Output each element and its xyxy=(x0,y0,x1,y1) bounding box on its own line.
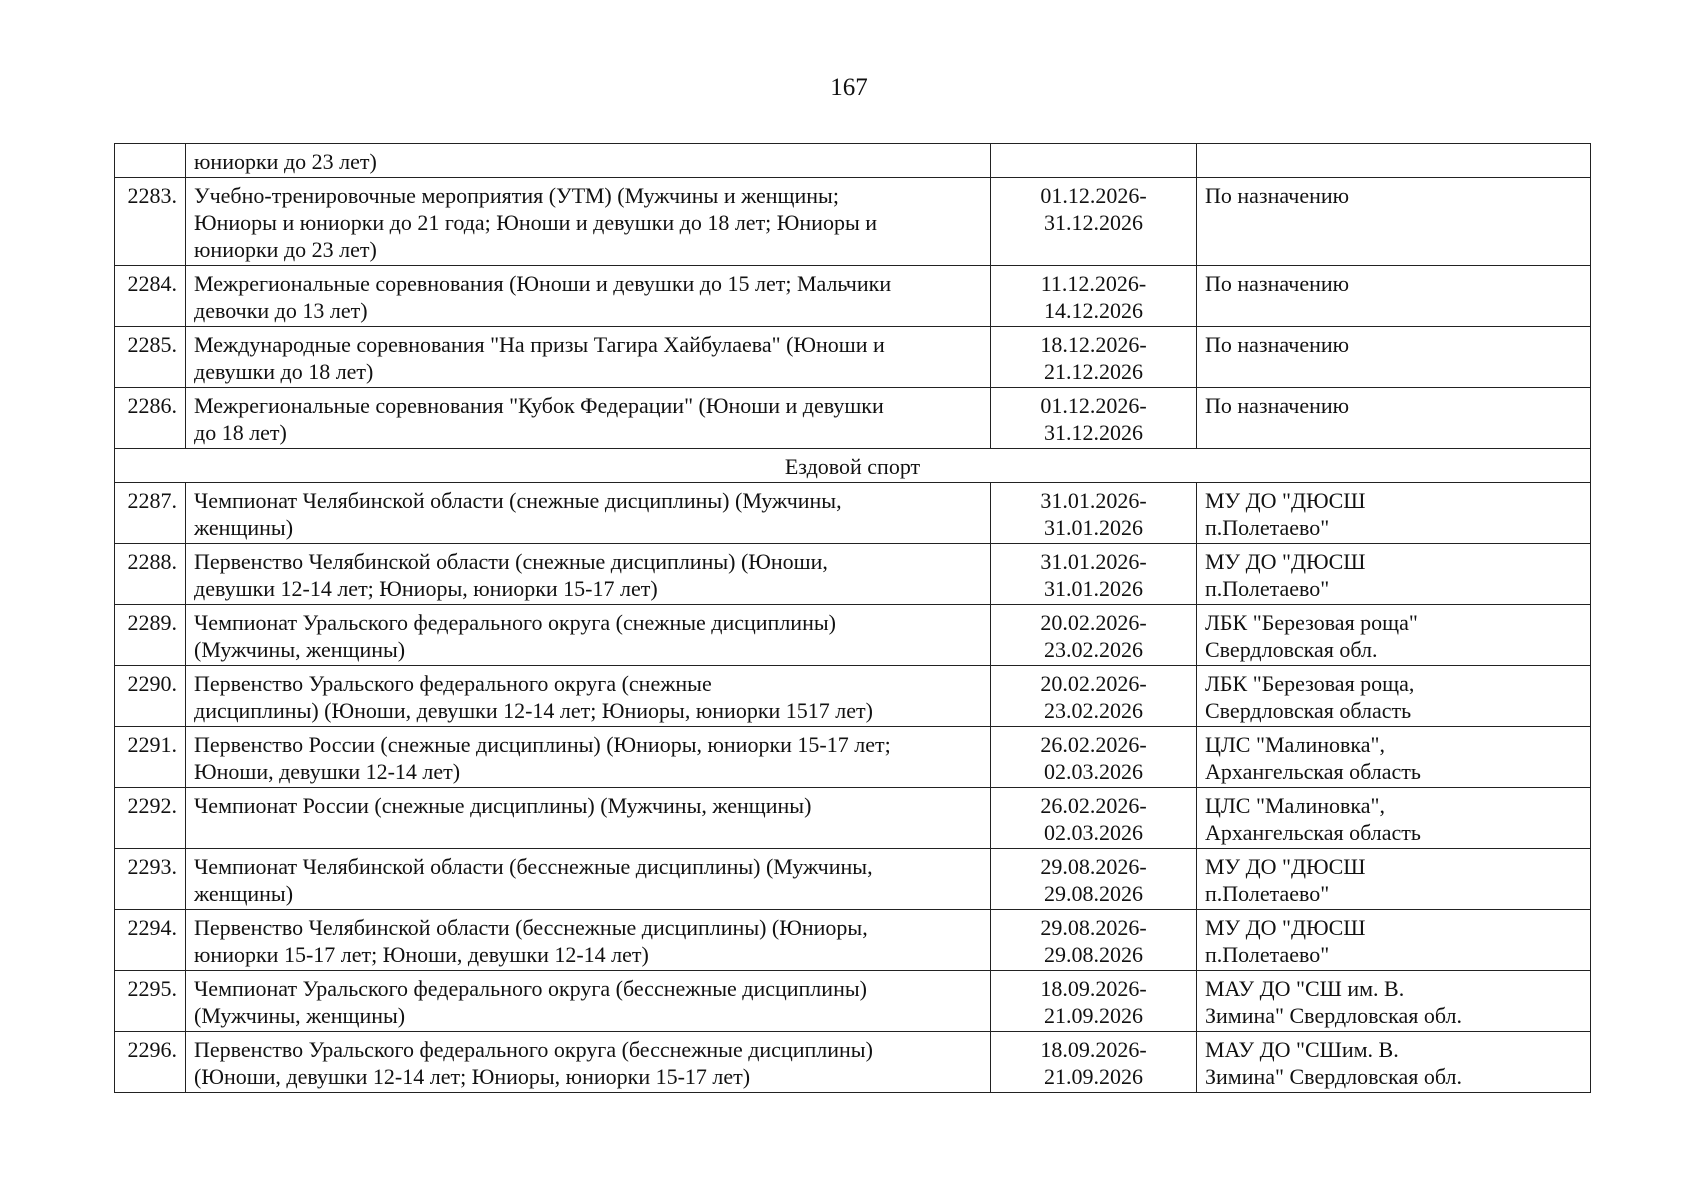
event-date-cell xyxy=(991,178,1197,266)
events-table xyxy=(114,143,1591,1093)
event-place-cell xyxy=(1197,327,1591,388)
row-number-cell: 2291. xyxy=(115,727,186,788)
event-date-cell xyxy=(991,327,1197,388)
event-date-line: 20.02.2026- xyxy=(1040,610,1147,635)
event-name-line: Чемпионат Уральского федерального округа (снежные дисциплины) xyxy=(194,610,836,635)
event-name-cell xyxy=(186,910,991,971)
row-number-cell: 2294. xyxy=(115,910,186,971)
event-date-line: 29.08.2026- xyxy=(1040,915,1147,940)
row-number-cell: 2296. xyxy=(115,1032,186,1093)
row-number-cell: 2289. xyxy=(115,605,186,666)
page-number: 167 xyxy=(830,74,868,101)
event-name-line: девочки до 13 лет) xyxy=(194,298,368,323)
event-place-cell xyxy=(1197,178,1591,266)
table-row xyxy=(115,971,1591,1032)
row-number-cell: 2286. xyxy=(115,388,186,449)
event-place-cell xyxy=(1197,144,1591,178)
event-date-line: 20.02.2026- xyxy=(1040,671,1147,696)
table-row xyxy=(115,178,1591,266)
event-place-line: ЦЛС "Малиновка", xyxy=(1205,732,1385,757)
event-name-line: Международные соревнования "На призы Тагира Хайбулаева" (Юноши и xyxy=(194,332,885,357)
event-date-cell xyxy=(991,910,1197,971)
event-name-line: Первенство Челябинской области (бесснежные дисциплины) (Юниоры, xyxy=(194,915,868,940)
event-place-line: По назначению xyxy=(1205,183,1350,208)
event-date-line: 29.08.2026 xyxy=(1044,881,1143,906)
event-place-line: МУ ДО "ДЮСШ xyxy=(1205,915,1366,940)
event-name-line: Межрегиональные соревнования (Юноши и девушки до 15 лет; Мальчики xyxy=(194,271,892,296)
event-date-line: 02.03.2026 xyxy=(1044,820,1143,845)
event-place-line: Архангельская область xyxy=(1205,759,1421,784)
event-name-line: Чемпионат России (снежные дисциплины) (Мужчины, женщины) xyxy=(194,793,812,818)
events-table-body xyxy=(115,144,1591,1093)
event-place-line: п.Полетаево" xyxy=(1205,515,1330,540)
event-place-line: МАУ ДО "СШ им. В. xyxy=(1205,976,1405,1001)
event-date-cell xyxy=(991,788,1197,849)
event-date-line: 01.12.2026- xyxy=(1040,393,1147,418)
event-name-cell xyxy=(186,388,991,449)
event-date-line: 31.12.2026 xyxy=(1044,420,1143,445)
event-place-line: ЛБК "Березовая роща" xyxy=(1205,610,1418,635)
section-title: Ездовой спорт xyxy=(115,449,1591,483)
event-date-line: 29.08.2026 xyxy=(1044,942,1143,967)
event-place-line: Зимина" Свердловская обл. xyxy=(1205,1064,1462,1089)
event-name-cell xyxy=(186,544,991,605)
event-date-cell xyxy=(991,849,1197,910)
event-name-cell xyxy=(186,1032,991,1093)
event-place-line: МУ ДО "ДЮСШ xyxy=(1205,549,1366,574)
row-number-cell: 2287. xyxy=(115,483,186,544)
table-row xyxy=(115,388,1591,449)
event-date-line: 21.09.2026 xyxy=(1044,1003,1143,1028)
event-name-line: Первенство Челябинской области (снежные дисциплины) (Юноши, xyxy=(194,549,828,574)
event-name-cell xyxy=(186,971,991,1032)
event-place-line: Свердловская область xyxy=(1205,698,1412,723)
event-date-line: 31.01.2026 xyxy=(1044,576,1143,601)
event-name-cell xyxy=(186,327,991,388)
event-place-line: Архангельская область xyxy=(1205,820,1421,845)
event-place-cell xyxy=(1197,544,1591,605)
row-number-cell: 2290. xyxy=(115,666,186,727)
event-place-cell xyxy=(1197,388,1591,449)
event-name-cell xyxy=(186,666,991,727)
section-header-row xyxy=(115,449,1591,483)
row-number-cell: 2284. xyxy=(115,266,186,327)
event-date-line: 18.09.2026- xyxy=(1040,976,1147,1001)
event-name-cell xyxy=(186,788,991,849)
event-date-line: 01.12.2026- xyxy=(1040,183,1147,208)
event-date-cell xyxy=(991,388,1197,449)
event-name-line: Юниоры и юниорки до 21 года; Юноши и девушки до 18 лет; Юниоры и xyxy=(194,210,878,235)
event-date-line: 21.12.2026 xyxy=(1044,359,1143,384)
event-name-line: Чемпионат Челябинской области (бесснежные дисциплины) (Мужчины, xyxy=(194,854,873,879)
event-date-line: 29.08.2026- xyxy=(1040,854,1147,879)
event-place-cell xyxy=(1197,849,1591,910)
event-place-line: По назначению xyxy=(1205,271,1350,296)
event-date-line: 18.12.2026- xyxy=(1040,332,1147,357)
row-number-cell: 2285. xyxy=(115,327,186,388)
event-name-line: девушки 12-14 лет; Юниоры, юниорки 15-17 лет) xyxy=(194,576,658,601)
event-name-line: юниорки до 23 лет) xyxy=(194,149,377,174)
row-number-cell xyxy=(115,144,186,178)
event-name-line: Учебно-тренировочные мероприятия (УТМ) (Мужчины и женщины; xyxy=(194,183,839,208)
event-date-line: 23.02.2026 xyxy=(1044,698,1143,723)
event-date-cell xyxy=(991,605,1197,666)
event-date-line: 21.09.2026 xyxy=(1044,1064,1143,1089)
event-name-line: Чемпионат Уральского федерального округа (бесснежные дисциплины) xyxy=(194,976,867,1001)
row-number-cell: 2288. xyxy=(115,544,186,605)
event-place-line: МАУ ДО "СШим. В. xyxy=(1205,1037,1399,1062)
table-row xyxy=(115,910,1591,971)
table-row xyxy=(115,849,1591,910)
event-place-cell xyxy=(1197,266,1591,327)
event-name-cell xyxy=(186,144,991,178)
event-place-line: По назначению xyxy=(1205,332,1350,357)
event-date-line: 31.12.2026 xyxy=(1044,210,1143,235)
event-name-cell xyxy=(186,266,991,327)
event-name-line: женщины) xyxy=(194,515,294,540)
event-name-line: женщины) xyxy=(194,881,294,906)
event-place-cell xyxy=(1197,788,1591,849)
event-place-line: МУ ДО "ДЮСШ xyxy=(1205,488,1366,513)
event-place-cell xyxy=(1197,910,1591,971)
event-date-line: 14.12.2026 xyxy=(1044,298,1143,323)
table-row xyxy=(115,327,1591,388)
event-date-cell xyxy=(991,544,1197,605)
event-name-line: (Юноши, девушки 12-14 лет; Юниоры, юниорки 15-17 лет) xyxy=(194,1064,751,1089)
event-name-line: (Мужчины, женщины) xyxy=(194,637,406,662)
event-name-line: до 18 лет) xyxy=(194,420,287,445)
event-name-line: Межрегиональные соревнования "Кубок Федерации" (Юноши и девушки xyxy=(194,393,884,418)
event-place-line: п.Полетаево" xyxy=(1205,942,1330,967)
event-place-line: ЛБК "Березовая роща, xyxy=(1205,671,1415,696)
event-date-line: 23.02.2026 xyxy=(1044,637,1143,662)
event-name-line: дисциплины) (Юноши, девушки 12-14 лет; Юниоры, юниорки 1517 лет) xyxy=(194,698,873,723)
event-date-line: 26.02.2026- xyxy=(1040,793,1147,818)
event-place-line: п.Полетаево" xyxy=(1205,576,1330,601)
event-name-line: юниорки до 23 лет) xyxy=(194,237,377,262)
row-number-cell: 2293. xyxy=(115,849,186,910)
event-name-cell xyxy=(186,727,991,788)
event-place-line: Свердловская обл. xyxy=(1205,637,1378,662)
table-row xyxy=(115,1032,1591,1093)
table-row xyxy=(115,266,1591,327)
event-name-cell xyxy=(186,849,991,910)
event-place-cell xyxy=(1197,605,1591,666)
table-row xyxy=(115,788,1591,849)
event-name-line: (Мужчины, женщины) xyxy=(194,1003,406,1028)
event-date-cell xyxy=(991,971,1197,1032)
event-place-cell xyxy=(1197,971,1591,1032)
event-date-cell xyxy=(991,266,1197,327)
row-number-cell: 2292. xyxy=(115,788,186,849)
event-date-line: 11.12.2026- xyxy=(1040,271,1147,296)
row-number-cell: 2283. xyxy=(115,178,186,266)
event-date-line: 02.03.2026 xyxy=(1044,759,1143,784)
event-place-cell xyxy=(1197,727,1591,788)
event-place-line: п.Полетаево" xyxy=(1205,881,1330,906)
event-place-cell xyxy=(1197,1032,1591,1093)
event-name-line: Юноши, девушки 12-14 лет) xyxy=(194,759,461,784)
event-name-line: Первенство Уральского федерального округа (бесснежные дисциплины) xyxy=(194,1037,873,1062)
table-row xyxy=(115,666,1591,727)
event-place-cell xyxy=(1197,483,1591,544)
event-place-cell xyxy=(1197,666,1591,727)
event-date-line: 31.01.2026- xyxy=(1040,488,1147,513)
table-row xyxy=(115,605,1591,666)
row-number-cell: 2295. xyxy=(115,971,186,1032)
event-place-line: МУ ДО "ДЮСШ xyxy=(1205,854,1366,879)
event-date-line: 31.01.2026 xyxy=(1044,515,1143,540)
event-name-line: Чемпионат Челябинской области (снежные дисциплины) (Мужчины, xyxy=(194,488,842,513)
event-date-cell xyxy=(991,727,1197,788)
event-date-cell xyxy=(991,144,1197,178)
event-date-cell xyxy=(991,666,1197,727)
event-name-line: Первенство Уральского федерального округа (снежные xyxy=(194,671,712,696)
event-name-line: юниорки 15-17 лет; Юноши, девушки 12-14 лет) xyxy=(194,942,649,967)
event-place-line: По назначению xyxy=(1205,393,1350,418)
event-date-cell xyxy=(991,1032,1197,1093)
event-date-cell xyxy=(991,483,1197,544)
table-row xyxy=(115,544,1591,605)
event-date-line: 18.09.2026- xyxy=(1040,1037,1147,1062)
table-row-continuation xyxy=(115,144,1591,178)
event-place-line: Зимина" Свердловская обл. xyxy=(1205,1003,1462,1028)
event-date-line: 31.01.2026- xyxy=(1040,549,1147,574)
event-name-line: Первенство России (снежные дисциплины) (Юниоры, юниорки 15-17 лет; xyxy=(194,732,891,757)
event-name-cell xyxy=(186,178,991,266)
event-name-cell xyxy=(186,605,991,666)
table-row xyxy=(115,727,1591,788)
event-name-line: девушки до 18 лет) xyxy=(194,359,374,384)
event-date-line: 26.02.2026- xyxy=(1040,732,1147,757)
event-name-cell xyxy=(186,483,991,544)
event-place-line: ЦЛС "Малиновка", xyxy=(1205,793,1385,818)
table-row xyxy=(115,483,1591,544)
